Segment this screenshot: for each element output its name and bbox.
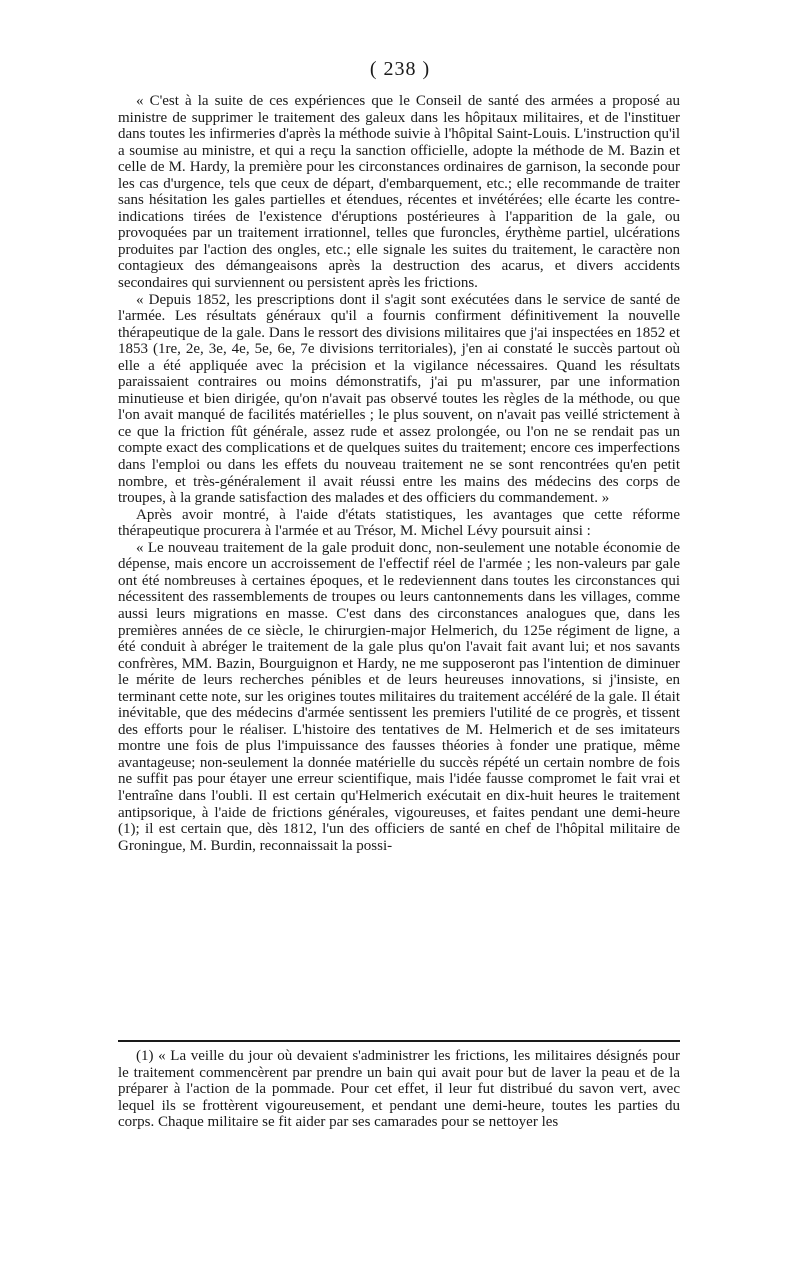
paragraph-2: « Depuis 1852, les prescriptions dont il s'agit sont exécutées dans le service de santé de l'armée. Les résultats généraux qu'il a fournis confirment définitivement la nouvelle thérapeutique de la gale. Dans le ressort des divisions militaires que j'ai inspectées en 1852 et 1853 (1re, 2e, 3e, 4e, 5e, 6e, 7e divisions territoriales), j'en ai constaté le succès partout où elle a été appliquée avec la précision et la vigilance nécessaires. Quand les résultats paraissaient contraires ou moins démonstratifs, j'ai pu m'assurer, par une information minutieuse et bien dirigée, qu'on n'avait pas observé toutes les règles de la méthode, ou que l'on avait manqué de facilités matérielles ; le plus souvent, on n'avait pas veillé strictement à ce que la friction fût générale, assez rude et assez prolongée, ou l'on ne se rendait pas un compte exact des complications et de quelques suites du traitement; encore ces imperfections dans l'emploi ou dans les effets du nouveau traitement ne se sont rencontrées qu'en petit nombre, et très-généralement il avait réussi entre les mains des médecins des corps de troupes, à la grande satisfaction des malades et des officiers du commandement. » [118, 291, 680, 507]
paragraph-1: « C'est à la suite de ces expériences que le Conseil de santé des armées a proposé au ministre de supprimer le traitement des galeux dans les hôpitaux militaires, et de l'instituer dans toutes les infirmeries d'après la méthode suivie à l'hôpital Saint-Louis. L'instruction qu'il a soumise au ministre, et qui a reçu la sanction officielle, adopte la méthode de M. Bazin et celle de M. Hardy, la première pour les circonstances ordinaires de garnison, la seconde pour les cas d'urgence, tels que ceux de départ, d'embarquement, etc.; elle recommande de traiter sans hésitation les gales partielles et étendues, récentes et invétérées; elle écarte les contre-indications tirées de l'existence d'éruptions postérieures à l'apparition de la gale, ou provoquées par un traitement irrationnel, telles que furoncles, érythème partiel, ulcérations produites par l'action des ongles, etc.; elle signale les suites du traitement, le caractère non contagieux des démangeaisons après la destruction des acarus, et divers accidents secondaires qui surviennent ou persistent après les frictions. [118, 93, 680, 292]
footnote-separator [118, 1040, 680, 1042]
page-number: ( 238 ) [369, 58, 431, 80]
footnote-text: (1) « La veille du jour où devaient s'administrer les frictions, les militaires désignés pour le traitement commencèrent par prendre un bain qui avait pour but de laver la peau et de la préparer à l'action de la pommade. Pour cet effet, il leur fut distribué du savon vert, avec lequel ils se frottèrent vigoureusement, et pendant une demi-heure, toutes les parties du corps. Chaque militaire se fit aider par ses camarades pour se nettoyer les [118, 1048, 680, 1131]
paragraph-4: « Le nouveau traitement de la gale produit donc, non-seulement une notable économie de dépense, mais encore un accroissement de l'effectif réel de l'armée ; les non-valeurs par gale ont été nombreuses à certaines époques, et le redeviennent dans toutes les circonstances qui nécessitent des rassemblements de troupes ou leurs cantonnements dans les villages, comme aussi leurs migrations en masse. C'est dans des circonstances analogues que, dans les premières années de ce siècle, le chirurgien-major Helmerich, du 125e régiment de ligne, a été conduit à abréger le traitement de la gale plus qu'on l'avait fait avant lui; et nos savants confrères, MM. Bazin, Bourguignon et Hardy, ne me supposeront pas l'intention de diminuer le mérite de leurs recherches pénibles et de leurs heureuses innovations, si j'insiste, en terminant cette note, sur les origines toutes militaires du traitement accéléré de la gale. Il était inévitable, que des médecins d'armée sentissent les premiers l'utilité de ce progrès, et tissent des efforts pour le réaliser. L'histoire des tentatives de M. Helmerich et de ses imitateurs montre une fois de plus l'impuissance des fausses théories à fonder une pratique, même avantageuse; non-seulement la donnée matérielle du succès répété un certain nombre de fois ne suffit pas pour étayer une erreur scientifique, mais l'idée fausse compromet le fait vrai et l'entraîne dans l'oubli. Il est certain qu'Helmerich exécutait en dix-huit heures le traitement antipsorique, à l'aide de frictions générales, vigoureuses, et faites pendant une demi-heure (1); il est certain que, dès 1812, l'un des officiers de santé en chef de l'hôpital militaire de Groningue, M. Burdin, reconnaissait la possi- [118, 539, 680, 854]
main-text [118, 93, 680, 854]
footnote [118, 1048, 680, 1131]
paragraph-3: Après avoir montré, à l'aide d'états statistiques, les avantages que cette réforme thérapeutique procurera à l'armée et au Trésor, M. Michel Lévy poursuit ainsi : [118, 506, 680, 540]
